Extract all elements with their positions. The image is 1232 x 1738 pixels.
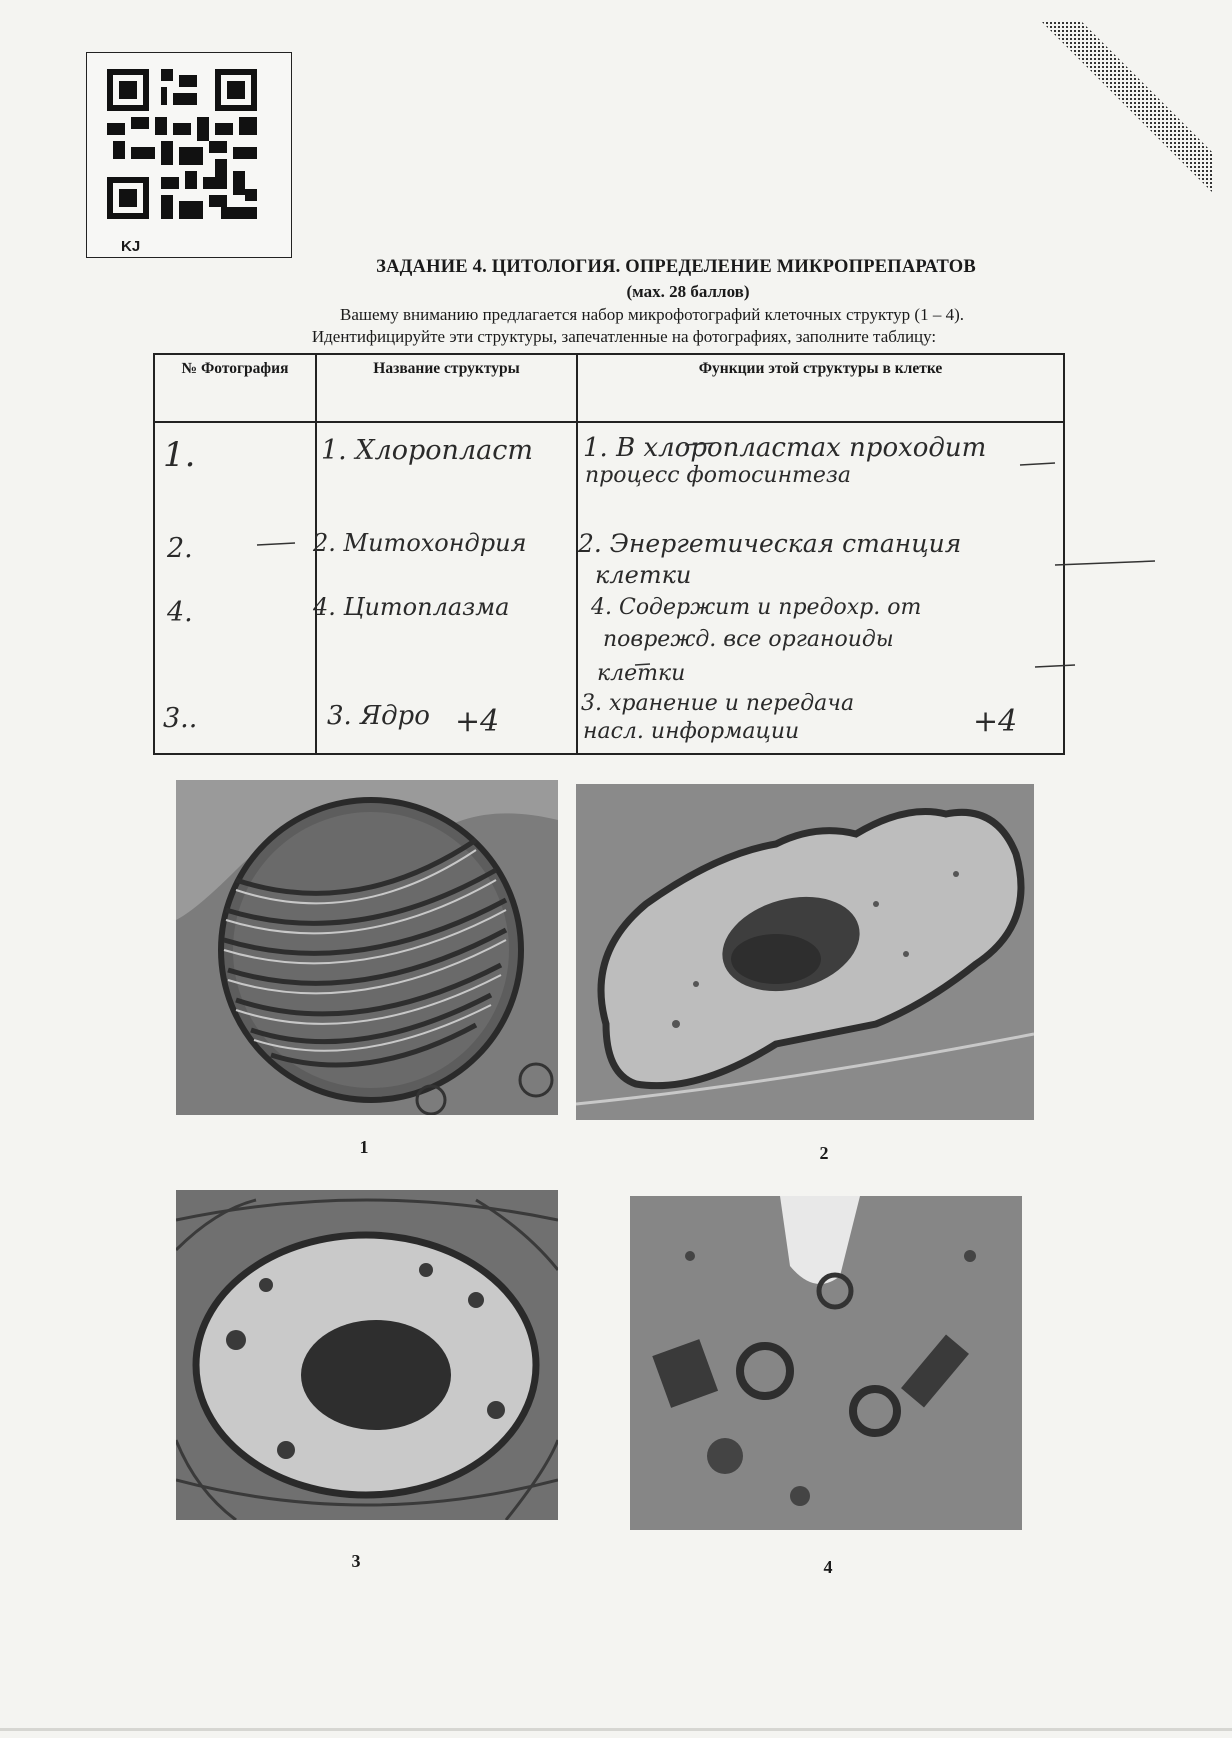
task-points: (мах. 28 баллов) — [626, 282, 750, 301]
task-intro: Вашему вниманию предлагается набор микрофотографий клеточных структур (1 – 4). — [339, 305, 965, 324]
row-number: 4. — [167, 597, 193, 628]
qr-code-icon — [107, 69, 257, 219]
function-answer: клетки — [597, 661, 686, 686]
row-number: 2. — [167, 533, 193, 564]
structure-name-answer: 4. Цитоплазма — [313, 593, 510, 621]
function-answer: 3. хранение и передача — [581, 691, 855, 716]
row-number: 1. — [163, 435, 196, 475]
page-bottom-edge — [0, 1728, 1232, 1731]
answer-table — [153, 353, 1065, 755]
header-structure-name: Название структуры — [373, 360, 520, 377]
task-title: ЗАДАНИЕ 4. ЦИТОЛОГИЯ. ОПРЕДЕЛЕНИЕ МИКРОПРЕПАРАТОВ — [376, 257, 976, 277]
header-photo-number: № Фотография — [181, 360, 289, 377]
micrograph-4 — [630, 1196, 1022, 1530]
function-answer: процесс фотосинтеза — [585, 463, 852, 488]
function-answer: клетки — [595, 561, 692, 589]
function-answer: насл. информации — [583, 719, 800, 744]
structure-name-answer: 3. Ядро — [327, 701, 430, 731]
micrograph-caption: 3 — [351, 1551, 361, 1571]
grade-mark: +4 — [973, 704, 1018, 739]
micrograph-1 — [176, 780, 558, 1115]
qr-code-box — [86, 52, 292, 258]
micrograph-caption: 1 — [359, 1137, 369, 1157]
task-instruction: Идентифицируйте эти структуры, запечатленные на фотографиях, заполните таблицу: — [311, 327, 937, 346]
table-header-divider — [155, 421, 1063, 423]
micrograph-2 — [576, 784, 1034, 1120]
micrograph-3 — [176, 1190, 558, 1520]
function-answer: 1. В хлоропластах проходит — [583, 433, 987, 463]
micrograph-caption: 4 — [823, 1557, 833, 1577]
scanner-corner-mark — [1022, 22, 1212, 212]
structure-name-answer: 2. Митохондрия — [313, 529, 527, 557]
qr-code-label: KJ — [121, 238, 141, 255]
micrograph-caption: 2 — [819, 1143, 829, 1163]
function-answer: 4. Содержит и предохр. от — [591, 595, 922, 620]
header-structure-function: Функции этой структуры в клетке — [698, 360, 943, 377]
row-number: 3.. — [163, 703, 198, 734]
function-answer: поврежд. все органоиды — [603, 627, 894, 652]
function-answer: 2. Энергетическая станция — [578, 529, 962, 558]
grade-mark: +4 — [455, 704, 500, 739]
structure-name-answer: 1. Хлоропласт — [321, 435, 533, 466]
